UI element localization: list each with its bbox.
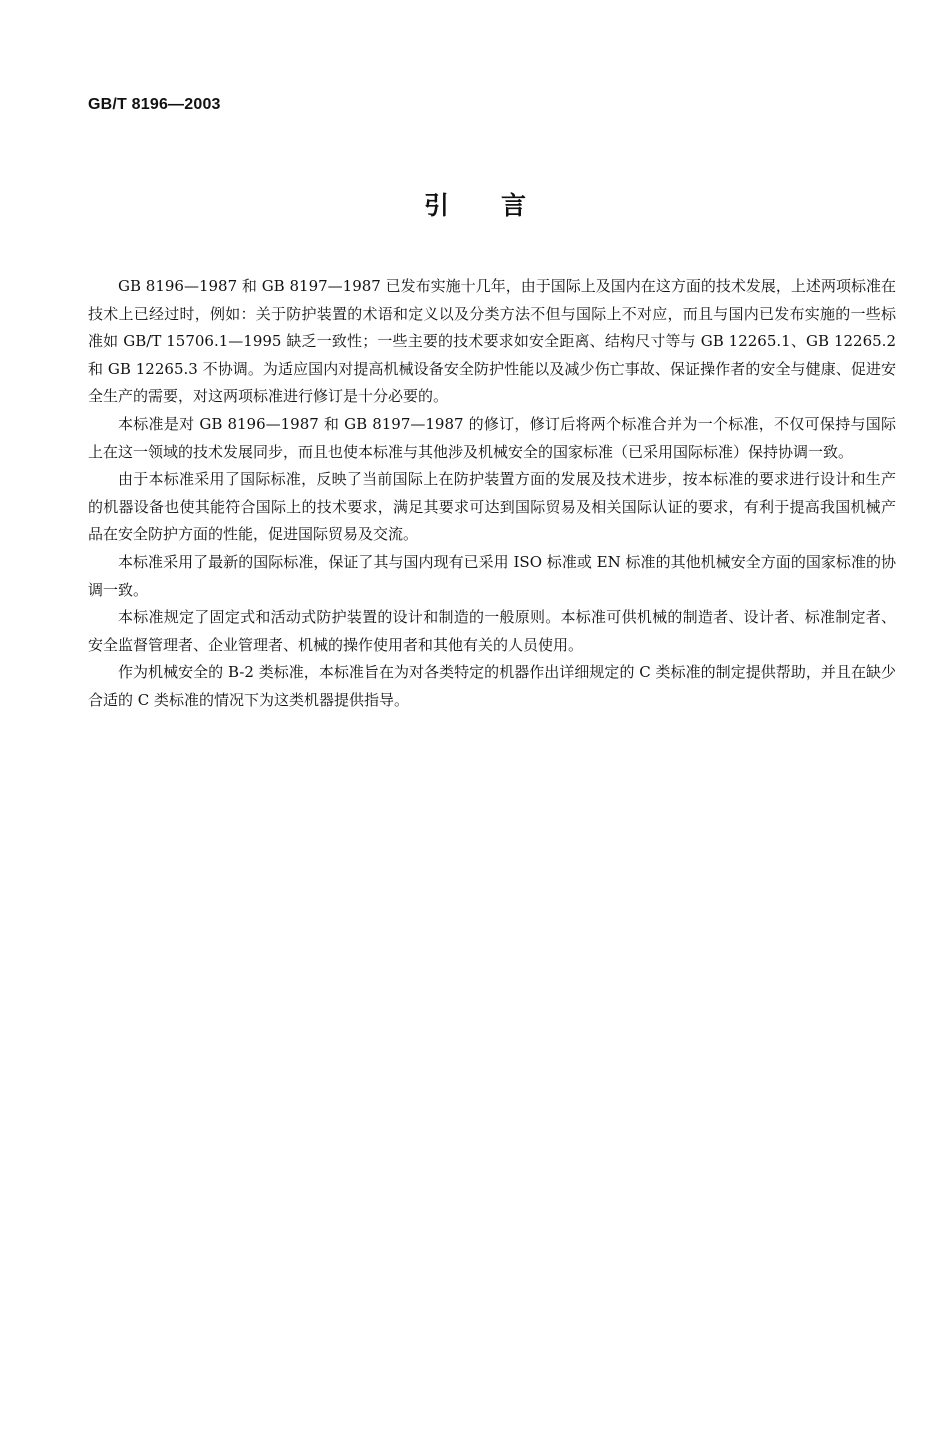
paragraph-4: 本标准采用了最新的国际标准，保证了其与国内现有已采用 ISO 标准或 EN 标准的其他机械安全方面的国家标准的协调一致。 — [88, 552, 896, 599]
page-title-char-2: 言 — [501, 191, 527, 220]
paragraph-1: GB 8196—1987 和 GB 8197—1987 已发布实施十几年，由于国际上及国内在这方面的技术发展，上述两项标准在技术上已经过时，例如：关于防护装置的术语和定义以及分类方法不但与国际上不对应，而且与国内已发布实施的一些标准如 GB/T 15706.1—1995 缺乏一致性；一些主要的技术要求如安全距离、结构尺寸等与 GB 12265.1、GB 12265.2 和 GB 12265.3 不协调。为适应国内对提高机械设备安全防护性能以及减少伤亡事故、保证操作者的安全与健康、促进安全生产的需要，对这两项标准进行修订是十分必要的。 — [88, 277, 896, 406]
standard-code-header: GB/T 8196—2003 — [88, 96, 221, 113]
paragraph-3: 由于本标准采用了国际标准，反映了当前国际上在防护装置方面的发展及技术进步，按本标准的要求进行设计和生产的机器设备也使其能符合国际上的技术要求，满足其要求可达到国际贸易及相关国际认证的要求，有利于提高我国机械产品在安全防护方面的性能，促进国际贸易及交流。 — [88, 470, 896, 544]
page-title — [0, 186, 950, 222]
paragraph-2: 本标准是对 GB 8196—1987 和 GB 8197—1987 的修订，修订后将两个标准合并为一个标准，不仅可保持与国际上在这一领域的技术发展同步，而且也使本标准与其他涉及机械安全的国家标准（已采用国际标准）保持协调一致。 — [88, 414, 896, 461]
paragraph-6: 作为机械安全的 B-2 类标准，本标准旨在为对各类特定的机器作出详细规定的 C 类标准的制定提供帮助，并且在缺少合适的 C 类标准的情况下为这类机器提供指导。 — [88, 663, 896, 709]
paragraph-5: 本标准规定了固定式和活动式防护装置的设计和制造的一般原则。本标准可供机械的制造者、设计者、标准制定者、安全监督管理者、企业管理者、机械的操作使用者和其他有关的人员使用。 — [88, 608, 896, 654]
introduction-body — [88, 273, 896, 715]
page-title-char-1: 引 — [423, 191, 449, 220]
